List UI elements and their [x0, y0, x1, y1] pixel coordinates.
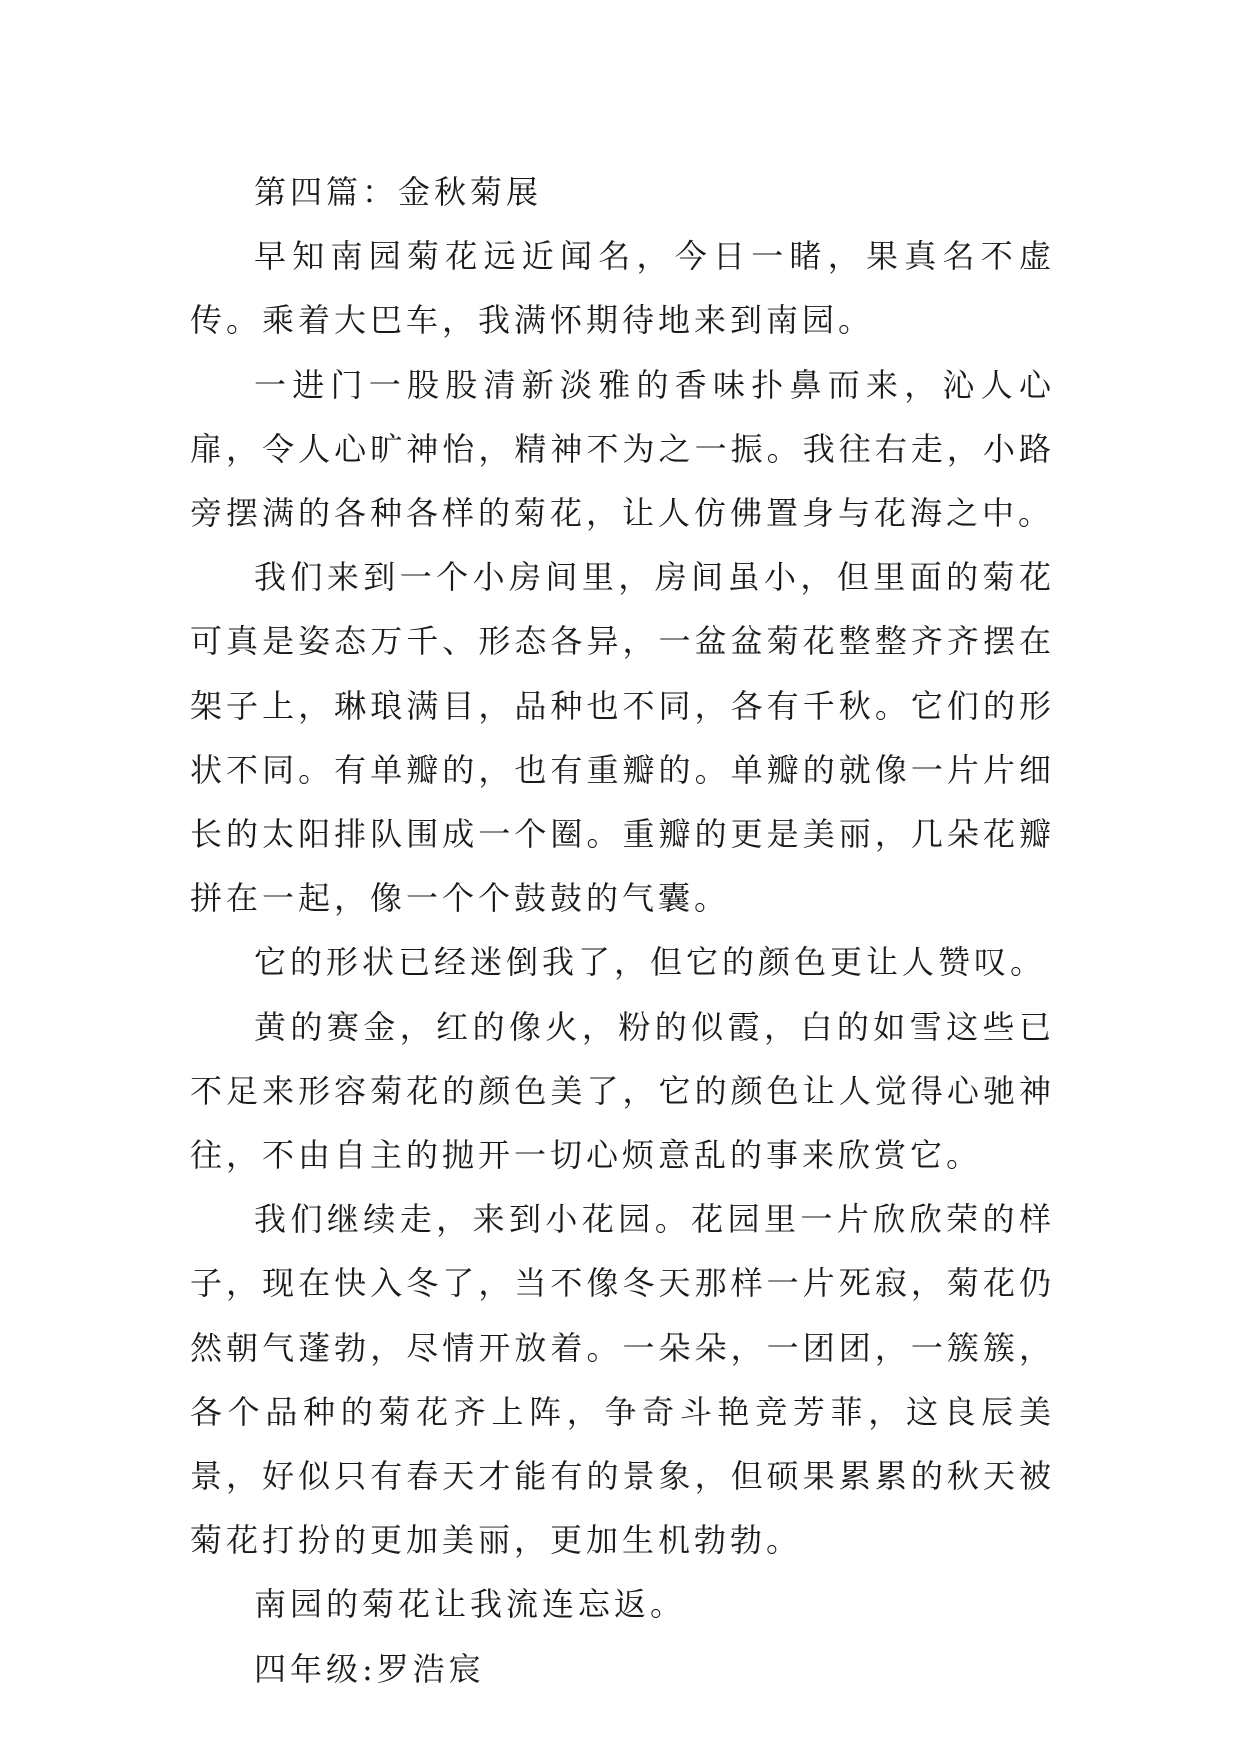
paragraph-7: 南园的菊花让我流连忘返。 — [254, 1585, 687, 1624]
paragraph-1: 早知南园菊花远近闻名，今日一睹，果真名不虚传。乘着大巴车，我满怀期待地来到南园。 — [190, 237, 1055, 340]
paragraph-2: 一进门一股股清新淡雅的香味扑鼻而来，沁人心扉，令人心旷神怡，精神不为之一振。我往右走，小路旁摆满的各种各样的菊花，让人仿佛置身与花海之中。 — [190, 365, 1055, 533]
paragraph-4: 它的形状已经迷倒我了，但它的颜色更让人赞叹。 — [254, 943, 1047, 982]
author-line: 四年级:罗浩宸 — [254, 1649, 485, 1688]
paragraph-6: 我们继续走，来到小花园。花园里一片欣欣荣的样子，现在快入冬了，当不像冬天那样一片死寂，菊花仍然朝气蓬勃，尽情开放着。一朵朵，一团团，一簇簇，各个品种的菊花齐上阵，争奇斗艳竞芳菲，这良辰美景，好似只有春天才能有的景象，但硕果累累的秋天被菊花打扮的更加美丽，更加生机勃勃。 — [190, 1200, 1055, 1560]
document-title: 第四篇：金秋菊展 — [254, 173, 543, 211]
paragraph-3: 我们来到一个小房间里，房间虽小，但里面的菊花可真是姿态万千、形态各异，一盆盆菊花整整齐齐摆在架子上，琳琅满目，品种也不同，各有千秋。它们的形状不同。有单瓣的，也有重瓣的。单瓣的就像一片片细长的太阳排队围成一个圈。重瓣的更是美丽，几朵花瓣拼在一起，像一个个鼓鼓的气囊。 — [190, 558, 1055, 918]
paragraph-5: 黄的赛金，红的像火，粉的似霞，白的如雪这些已不足来形容菊花的颜色美了，它的颜色让人觉得心驰神往，不由自主的抛开一切心烦意乱的事来欣赏它。 — [190, 1007, 1055, 1175]
document-page — [190, 160, 1055, 1701]
